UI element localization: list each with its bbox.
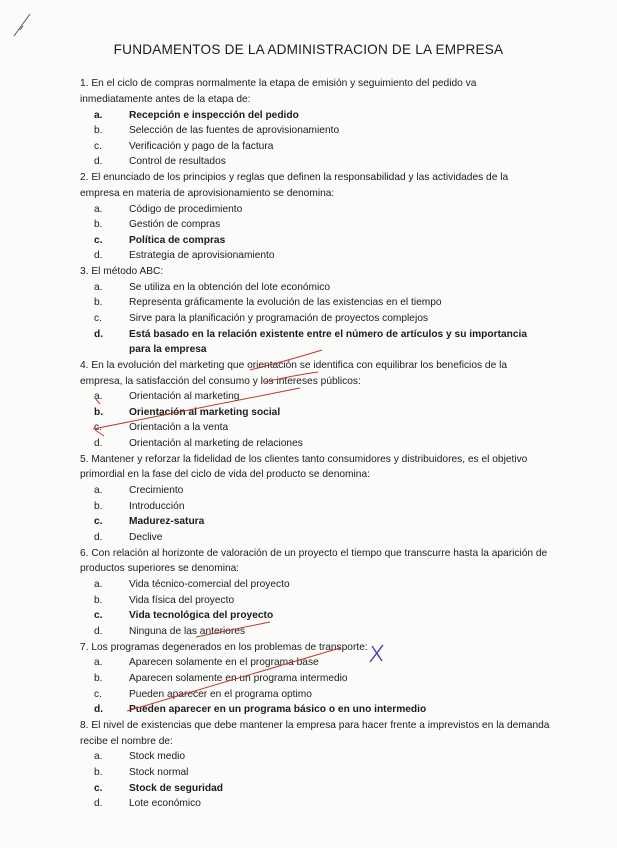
option-letter: a. (94, 281, 103, 293)
option-letter: d. (94, 704, 104, 716)
question-1 (80, 76, 550, 170)
option-c (80, 514, 550, 530)
question-8 (80, 718, 550, 812)
option-d (80, 624, 550, 640)
option-c (80, 781, 550, 797)
question-3 (80, 264, 550, 358)
option-letter: c. (94, 312, 102, 324)
option-a (80, 483, 550, 499)
option-letter: b. (94, 673, 103, 684)
question-6 (80, 546, 550, 640)
option-d (80, 796, 550, 812)
option-a (80, 202, 550, 218)
option-text: Representa gráficamente la evolución de las existencias en el tiempo (129, 297, 442, 309)
option-letter: c. (94, 234, 103, 246)
option-text: Stock de seguridad (129, 782, 223, 794)
option-text: Orientación al marketing (129, 391, 240, 403)
option-text: Gestión de compras (129, 219, 221, 231)
option-d (80, 436, 550, 452)
option-c (80, 608, 550, 624)
page-title: FUNDAMENTOS DE LA ADMINISTRACION DE LA EMPRESA (113, 42, 504, 57)
question-text: 1. En el ciclo de compras normalmente la etapa de emisión y seguimiento del pedido va inmediatamente antes de la etapa de: (80, 78, 477, 105)
option-text: Pueden aparecer en un programa básico o en uno intermedio (129, 704, 427, 716)
question-text: 2. El enunciado de los principios y reglas que definen la responsabilidad y las actividades de la empresa en materia de aprovisionamiento se denomina: (80, 171, 509, 199)
option-text: Aparecen solamente en el programa base (129, 657, 319, 669)
option-text: Está basado en la relación existente entre el número de artículos y su importancia para la empresa (129, 328, 528, 356)
option-text: Introducción (129, 500, 185, 512)
option-b (80, 671, 550, 687)
option-letter: b. (94, 406, 104, 418)
option-text: Recepción e inspección del pedido (129, 109, 299, 121)
option-text: Crecimiento (129, 485, 184, 497)
option-letter: d. (94, 626, 103, 638)
option-d (80, 327, 550, 358)
option-text: Estrategia de aprovisionamiento (129, 250, 275, 262)
option-text: Orientación a la venta (129, 422, 229, 434)
option-letter: b. (94, 766, 103, 778)
option-letter: a. (94, 579, 103, 591)
option-d (80, 154, 550, 170)
option-text: Orientación al marketing social (129, 406, 281, 418)
option-text: Control de resultados (129, 156, 226, 168)
question-text: 4. En la evolución del marketing que orientación se identifica con equilibrar los beneficios de la empresa, la satisfacción del consumo y los intereses públicos: (80, 359, 507, 387)
option-text: Selección de las fuentes de aprovisionamiento (129, 125, 340, 137)
option-letter: c. (94, 688, 102, 700)
option-letter: c. (94, 140, 102, 152)
option-b (80, 499, 550, 515)
option-b (80, 593, 550, 609)
option-a (80, 749, 550, 765)
option-letter: b. (94, 594, 103, 606)
option-a (80, 655, 550, 671)
option-letter: c. (94, 516, 103, 528)
option-text: Stock medio (129, 751, 186, 763)
option-c (80, 139, 550, 155)
option-text: Verificación y pago de la factura (129, 140, 274, 152)
question-list (80, 76, 550, 812)
option-b (80, 405, 550, 421)
question-text: 6. Con relación al horizonte de valoración de un proyecto el tiempo que transcurre hasta la aparición de productos superiores se denomina: (80, 547, 548, 575)
option-letter: d. (94, 532, 103, 544)
option-letter: c. (94, 610, 103, 622)
question-text: 5. Mantener y reforzar la fidelidad de los clientes tanto consumidores y distribuidores, es el objetivo primordial en la fase del ciclo de vida del producto se denomina: (80, 453, 528, 481)
question-4 (80, 358, 550, 452)
option-text: Código de procedimiento (129, 203, 243, 215)
option-letter: d. (94, 328, 104, 340)
option-c (80, 420, 550, 436)
option-text: Pueden aparecer en el programa optimo (129, 688, 312, 700)
question-text: 7. Los programas degenerados en los problemas de transporte: (80, 641, 368, 653)
option-b (80, 123, 550, 139)
option-c (80, 311, 550, 327)
option-letter: d. (94, 156, 103, 168)
option-c (80, 687, 550, 703)
option-text: Declive (129, 532, 163, 544)
option-text: Política de compras (129, 234, 226, 246)
option-letter: b. (94, 219, 103, 231)
question-7 (80, 640, 550, 718)
option-letter: c. (94, 422, 102, 434)
option-d (80, 248, 550, 264)
option-text: Ninguna de las anteriores (129, 626, 246, 638)
option-letter: a. (94, 391, 103, 403)
option-text: Vida tecnológica del proyecto (129, 610, 274, 622)
option-letter: c. (94, 782, 103, 794)
option-text: Sirve para la planificación y programación de proyectos complejos (129, 312, 428, 324)
option-text: Vida técnico-comercial del proyecto (129, 579, 290, 591)
option-letter: a. (94, 751, 103, 763)
option-a (80, 577, 550, 593)
option-c (80, 233, 550, 249)
option-letter: d. (94, 798, 103, 810)
option-letter: a. (94, 109, 103, 121)
option-letter: a. (94, 203, 103, 215)
question-text: 8. El nivel de existencias que debe mantener la empresa para hacer frente a imprevistos en la demanda recibe el nombre de: (80, 719, 550, 747)
option-b (80, 765, 550, 781)
corner-pencil-mark (14, 14, 30, 36)
option-text: Vida física del proyecto (129, 594, 235, 606)
option-text: Aparecen solamente en un programa intermedio (129, 673, 348, 684)
option-letter: d. (94, 250, 103, 262)
option-a (80, 389, 550, 405)
option-a (80, 108, 550, 124)
option-b (80, 217, 550, 233)
question-2 (80, 170, 550, 264)
option-text: Orientación al marketing de relaciones (129, 438, 303, 450)
option-letter: b. (94, 125, 103, 137)
question-text: 3. El método ABC: (80, 265, 164, 277)
question-5 (80, 452, 550, 546)
option-letter: b. (94, 297, 103, 309)
option-text: Lote económico (129, 798, 201, 810)
option-d (80, 530, 550, 546)
option-letter: a. (94, 657, 103, 669)
option-text: Stock normal (129, 766, 189, 778)
option-letter: b. (94, 500, 103, 512)
option-text: Se utiliza en la obtención del lote económico (129, 281, 331, 293)
option-letter: d. (94, 438, 103, 450)
option-d (80, 702, 550, 718)
option-letter: a. (94, 485, 103, 497)
option-a (80, 280, 550, 296)
option-b (80, 295, 550, 311)
option-text: Madurez-satura (129, 516, 205, 528)
